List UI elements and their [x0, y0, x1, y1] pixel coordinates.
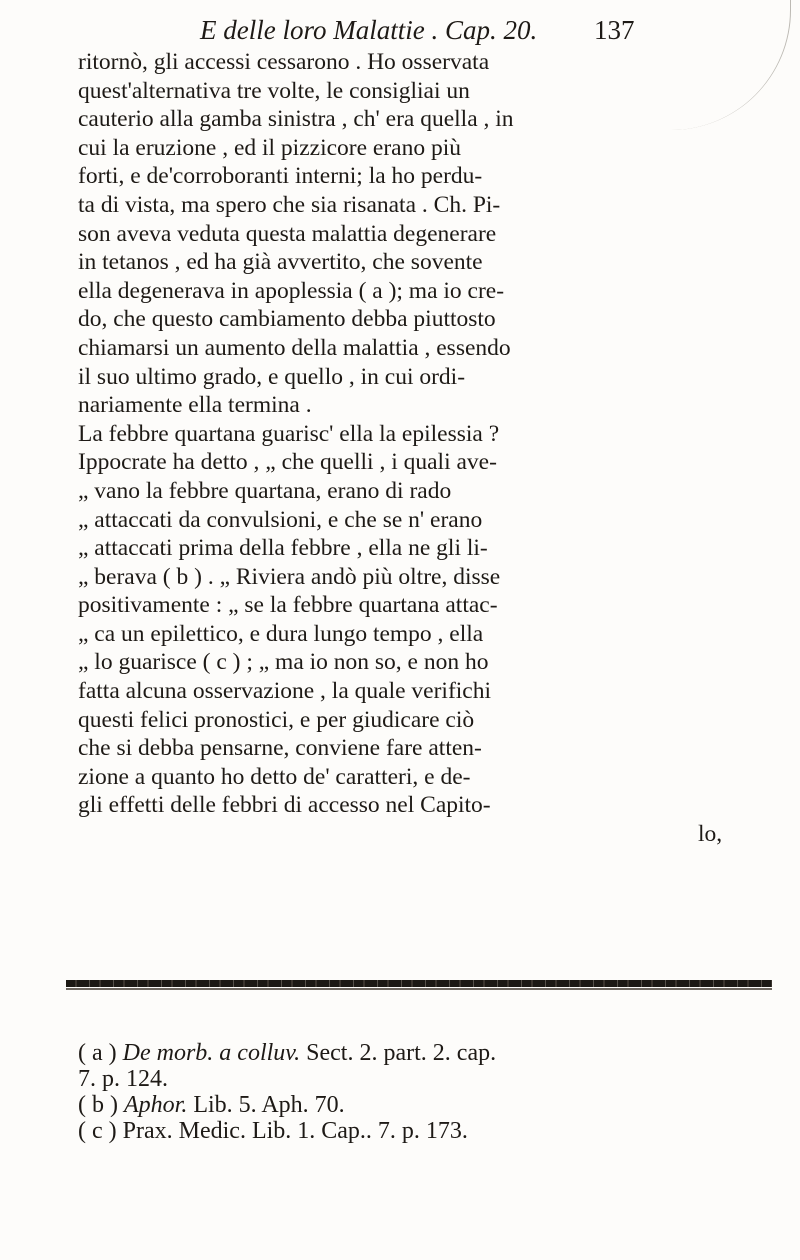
footnote-separator-underline	[66, 988, 772, 990]
footnote-mark: ( b )	[78, 1092, 118, 1118]
text-line: positivamente : „ se la febbre quartana attac-	[78, 592, 498, 619]
text-line: ta di vista, ma spero che sia risanata . Ch. Pi-	[78, 191, 501, 218]
text-line: La febbre quartana guarisc' ella la epilessia ?	[78, 420, 500, 447]
text-line: „ attaccati da convulsioni, e che se n' erano	[78, 506, 483, 533]
text-line: „ vano la febbre quartana, erano di rado	[78, 477, 452, 504]
text-line: chiamarsi un aumento della malattia , essendo	[78, 334, 511, 361]
footnote-mark: 7. p. 124.	[78, 1066, 168, 1092]
footnote-detail: Lib. 5. Aph. 70.	[187, 1092, 345, 1118]
text-line: che si debba pensarne, conviene fare atten-	[78, 735, 482, 762]
text-line: „ berava ( b ) . „ Riviera andò più oltre, disse	[78, 563, 501, 590]
text-line: il suo ultimo grado, e quello , in cui ordi-	[78, 363, 466, 390]
text-line: „ lo guarisce ( c ) ; „ ma io non so, e non ho	[78, 649, 489, 676]
text-line: „ attaccati prima della febbre , ella ne gli li-	[78, 535, 488, 562]
text-line: zione a quanto ho detto de' caratteri, e de-	[78, 763, 471, 790]
page-number: 137	[593, 15, 635, 45]
main-text	[78, 48, 768, 849]
text-line: fatta alcuna osservazione , la quale verifichi	[78, 678, 492, 705]
footnote-detail: Prax. Medic. Lib. 1. Cap.. 7. p. 173.	[116, 1118, 468, 1144]
footnotes	[78, 1040, 778, 1144]
text-line: do, che questo cambiamento debba piuttosto	[78, 306, 496, 333]
text-line: cauterio alla gamba sinistra , ch' era quella , in	[78, 106, 514, 133]
text-line: nariamente ella termina .	[78, 392, 312, 419]
text-line: „ ca un epilettico, e dura lungo tempo , ella	[78, 620, 484, 647]
text-line: Ippocrate ha detto , „ che quelli , i quali ave-	[78, 449, 497, 476]
footnote-source: De morb. a colluv.	[122, 1040, 301, 1066]
footnote-a	[78, 1040, 778, 1066]
footnote-c	[78, 1118, 778, 1144]
footnote-a-continued	[78, 1066, 778, 1092]
text-line: son aveva veduta questa malattia degenerare	[78, 220, 497, 247]
header-title: E delle loro Malattie . Cap. 20.	[200, 15, 538, 45]
text-line: in tetanos , ed ha già avvertito, che sovente	[78, 249, 483, 276]
text-line: ella degenerava in apoplessia ( a ); ma io cre-	[78, 277, 505, 304]
text-line: gli effetti delle febbri di accesso nel Capito-	[78, 792, 491, 819]
footnote-mark: ( a )	[78, 1040, 117, 1066]
footnote-b	[78, 1092, 778, 1118]
footnote-detail: Sect. 2. part. 2. cap.	[300, 1040, 497, 1066]
footnote-source: Aphor.	[123, 1092, 188, 1118]
footnote-separator-rule	[66, 980, 772, 987]
text-line: quest'alternativa tre volte, le consigliai un	[78, 77, 470, 104]
text-line: ritornò, gli accessi cessarono . Ho osservata	[78, 49, 490, 75]
text-line: questi felici pronostici, e per giudicare ciò	[78, 706, 475, 733]
footnote-mark: ( c )	[78, 1118, 117, 1144]
text-line-continuation: lo,	[698, 821, 723, 848]
running-header	[200, 10, 760, 50]
text-line: cui la eruzione , ed il pizzicore erano più	[78, 134, 461, 161]
text-line: forti, e de'corroboranti interni; la ho perdu-	[78, 163, 483, 190]
